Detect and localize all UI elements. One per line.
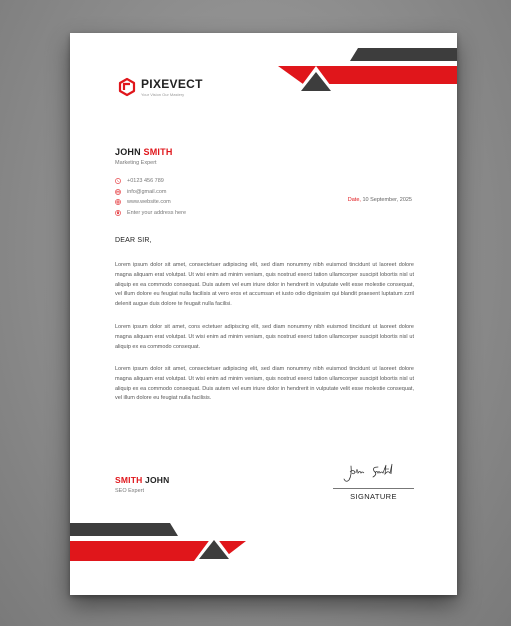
sender-name — [115, 147, 173, 157]
handwritten-signature — [342, 461, 406, 485]
contact-website-text: www.website.com — [127, 199, 171, 206]
closing-name — [115, 475, 169, 485]
company-name: PIXEVECT — [141, 76, 203, 91]
company-tagline: Your Vision Our Mastery — [141, 91, 185, 97]
date-label: Date, — [347, 197, 361, 203]
closing-role: SEO Expert — [115, 488, 145, 494]
salutation: DEAR SIR, — [115, 237, 152, 244]
contact-list — [115, 176, 186, 218]
contact-address-text: Enter your address here — [127, 209, 187, 216]
sender-block — [115, 147, 173, 166]
contact-address — [115, 208, 186, 219]
contact-phone-text: +0123 456 789 — [127, 178, 164, 185]
sender-role: Marketing Expert — [115, 160, 157, 166]
sender-first-name: JOHN — [115, 147, 141, 157]
signature-label: SIGNATURE — [350, 492, 397, 501]
top-right-decoration — [278, 47, 457, 95]
contact-email — [115, 187, 186, 198]
closing-first-name: SMITH — [115, 475, 143, 485]
letterhead-page — [70, 33, 457, 595]
phone-icon — [115, 178, 121, 184]
bottom-left-decoration — [70, 523, 246, 571]
date-value: 10 September, 2025 — [362, 197, 412, 203]
company-logo — [117, 77, 203, 97]
body-paragraph-3: Lorem ipsum dolor sit amet, consectetuer adipiscing elit, sed diam nonummy nibh euismod tincidunt ut laoreet dolore magna aliquam erat volutpat. Ut wisi enim ad minim veniam, quis nostrud exerci tation ullamcorper suscipit lobortis nisl ut aliquip ex ea commodo consequat. Duis autem vel eum iriure dolor in hendrerit in vulputate velit esse molestie consequat, vel illum dolore eu feugiat nulla facilisis. — [115, 366, 414, 402]
location-icon — [115, 210, 121, 216]
globe-icon — [115, 199, 121, 205]
contact-email-text: info@gmail.com — [127, 188, 167, 195]
contact-phone — [115, 176, 186, 187]
closing-block — [115, 475, 169, 494]
body-paragraph-2: Lorem ipsum dolor sit amet, cons ectetuer adipiscing elit, sed diam nonummy nibh euismod tincidunt ut laoreet dolore magna aliquam erat volutpat. Ut wisi enim ad minim veniam, quis nostrud exerci tation ullamcorper suscipit lobortis nisl ut aliquip ex ea commodo consequat. — [115, 324, 414, 350]
sender-last-name: SMITH — [143, 147, 173, 157]
signature-line — [333, 488, 414, 489]
logo-mark-icon — [117, 77, 137, 97]
email-icon — [115, 189, 121, 195]
contact-website — [115, 197, 186, 208]
body-paragraph-1: Lorem ipsum dolor sit amet, consectetuer adipiscing elit, sed diam nonummy nibh euismod tincidunt ut laoreet dolore magna aliquam erat volutpat. Ut wisi enim ad minim veniam, quis nostrud exerci tation ullamcorper suscipit lobortis nisl ut aliquip ex ea commodo consequat. Duis autem vel eum iriure dolor in hendrerit in vulputate velit esse molestie consequat, vel illum dolore eu feugiat nulla facilisis at vero eros et accumsan et iusto odio dignissim qui blandit praesent luptatum zzril delenit augue duis dolore te feugait nulla facilisi. — [115, 262, 414, 308]
letter-date — [348, 197, 412, 203]
closing-last-name: JOHN — [145, 475, 170, 485]
